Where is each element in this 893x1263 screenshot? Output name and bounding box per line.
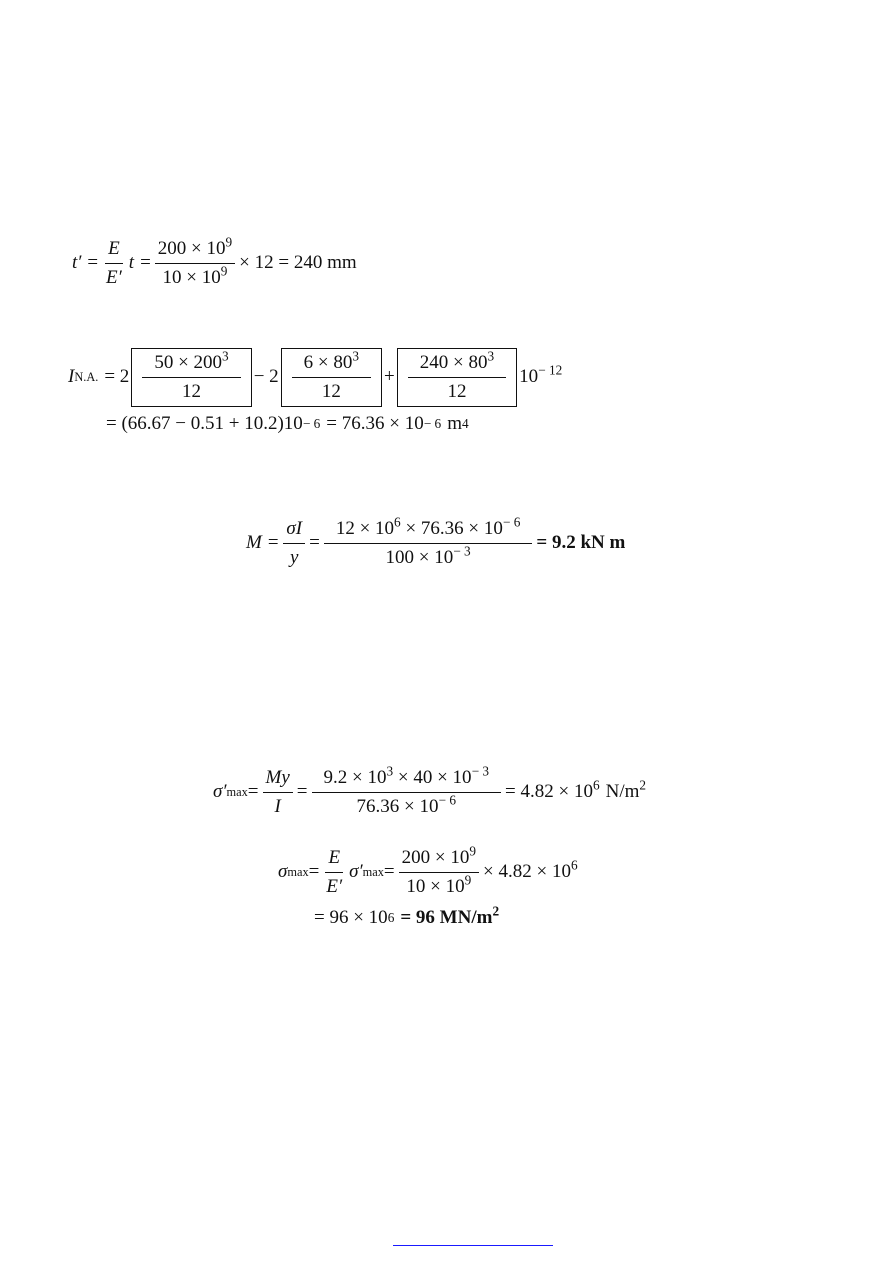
eq5-result: = $4.82 \times 10^6$ <box>505 778 600 803</box>
eq4-result: = 9.2 kN m <box>536 532 626 554</box>
equation-stress-transformed: σ′ max = $\frac{My}{I}$ = $\frac{9.2 \times 10^3 \times 40 \times 10^{- 3}}{76.36 \times 10^{- 6}}$ = $4.82 \times 10^6$ $N/m^2$ <box>213 763 647 817</box>
eq2-bracket-2: $\frac{6 \times 80^3}{12}$ <box>281 348 382 407</box>
eq6-lhs: σ <box>278 861 288 883</box>
eq6-fraction-e-ratio: $\frac{E}{E'}$ <box>326 847 343 897</box>
eq5-lhs: σ′ <box>213 781 227 803</box>
equation-stress-max-result: = 96 × 10 6 = 96 $MN/m^2$ <box>314 903 500 928</box>
eq1-fraction-e-ratio: $\frac{E}{E'}$ <box>106 238 122 288</box>
eq5-fraction-values: $\frac{9.2 \times 10^3 \times 40 \times 10^{- 3}}{76.36 \times 10^{- 6}}$ <box>312 767 502 818</box>
eq2-lhs: I <box>68 366 75 388</box>
eq1-result: × 12 = 240 mm <box>239 252 357 274</box>
eq4-fraction-values: $\frac{12 \times 10^6 \times 76.36 \times 10^{- 6}}{100 \times 10^{- 3}}$ <box>324 518 533 569</box>
eq2-bracket-3: $\frac{240 \times 80^3}{12}$ <box>397 348 517 407</box>
eq1-t: t <box>128 252 135 274</box>
eq7-result: = 96 $MN/m^2$ <box>400 903 500 928</box>
eq2-tail: $10^{- 12}$ <box>519 363 563 388</box>
footer-link-underline[interactable] <box>393 1245 553 1246</box>
equation-moment-of-inertia: I N.A. = 2 $\frac{50 \times 200^3}{12}$ − 2 $\frac{6 \times 80^3}{12}$ + $\frac{240 \times 80^3}{12}$ $10^{- 12}$ <box>68 348 562 407</box>
eq5-unit: $N/m^2$ <box>605 778 647 803</box>
equation-bending-moment: M = $\frac{\sigma I}{y}$ = $\frac{12 \times 10^6 \times 76.36 \times 10^{- 6}}{100 \times 10^{- 3}}$ = 9.2 kN m <box>246 514 626 568</box>
eq1-lhs: t′ = <box>72 252 100 274</box>
eq1-fraction-modulus: $\frac{200 \times 10^9}{10 \times 10^9}$ <box>155 238 235 289</box>
eq4-fraction-sigma: $\frac{\sigma I}{y}$ <box>283 518 305 569</box>
equation-transformed-thickness: t′ = $\frac{E}{E'}$ t = $\frac{200 \times 10^9}{10 \times 10^9}$ × 12 = 240 mm <box>72 234 357 288</box>
equation-stress-max: σ max = $\frac{E}{E'}$ σ′ max = $\frac{200 \times 10^9}{10 \times 10^9}$ × $4.82 \times 10^6$ <box>278 843 578 897</box>
equation-moment-of-inertia-result: = (66.67 − 0.51 + 10.2)10 − 6 = 76.36 × 10 − 6 m 4 <box>106 413 469 434</box>
eq2-bracket-1: $\frac{50 \times 200^3}{12}$ <box>131 348 251 407</box>
eq6-tail: × $4.82 \times 10^6$ <box>483 858 578 883</box>
eq5-fraction-my: $\frac{My}{I}$ <box>263 767 293 818</box>
eq6-fraction-modulus: $\frac{200 \times 10^9}{10 \times 10^9}$ <box>399 847 479 898</box>
eq4-lhs: M = <box>246 532 280 554</box>
